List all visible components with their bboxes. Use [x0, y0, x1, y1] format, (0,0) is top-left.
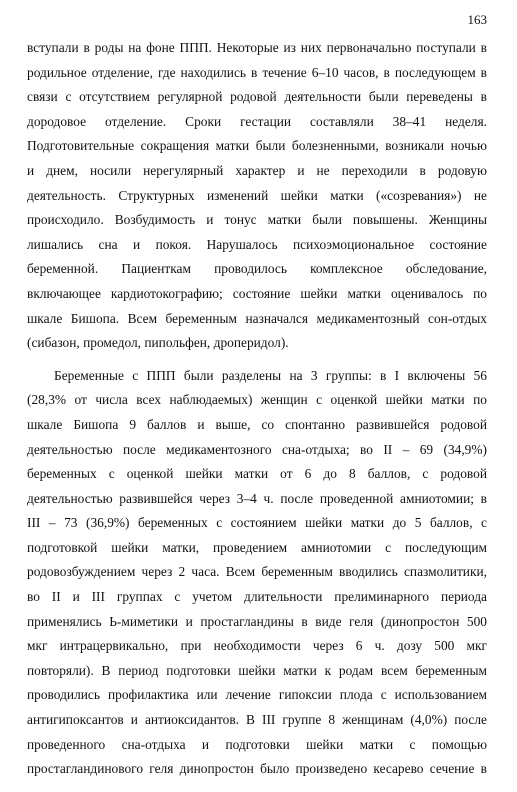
- text-line: дородовое отделение. Сроки гестации составляли 38–41 неделя.: [27, 113, 487, 129]
- text-line: Подготовительные сокращения матки были болезненными, возникали ночью: [27, 138, 487, 154]
- text-line: деятельностью развившейся через 3–4 ч. после проведенной амниотомии; в: [27, 490, 487, 506]
- text-line: происходило. Возбудимость и тонус матки были повышены. Женщины: [27, 212, 487, 228]
- text-line: и днем, носили нерегулярный характер и не переходили в родовую: [27, 162, 487, 178]
- text-line: беременных с оценкой шейки матки от 6 до 8 баллов, с родовой: [27, 466, 487, 482]
- text-line: шкале Бишопа 9 баллов и выше, со спонтанно развившейся родовой: [27, 416, 487, 432]
- text-line: проводились профилактика или лечение гипоксии плода с использованием: [27, 687, 487, 703]
- text-line: лишались сна и покоя. Нарушалось психоэмоциональное состояние: [27, 236, 487, 252]
- text-line: III – 73 (36,9%) беременных с состоянием шейки матки до 5 баллов, с: [27, 515, 487, 531]
- text-line: повторяли). В период подготовки шейки матки к родам всем беременным: [27, 662, 487, 678]
- text-line: вступали в роды на фоне ППП. Некоторые из них первоначально поступали в: [27, 40, 487, 55]
- text-line: деятельностью после медикаментозного сна-отдыха; во II – 69 (34,9%): [27, 441, 487, 457]
- text-line: антигипоксантов и антиоксидантов. В III группе 8 женщинам (4,0%) после: [27, 712, 487, 728]
- text-line: родовозбуждением через 2 часа. Всем беременным вводились спазмолитики,: [27, 564, 487, 580]
- paragraph-2: [27, 364, 487, 782]
- paragraph-gap: [27, 356, 487, 364]
- text-line: (сибазон, промедол, пипольфен, дроперидол).: [27, 335, 289, 351]
- text-line: подготовкой шейки матки, проведением амниотомии с последующим: [27, 539, 487, 555]
- text-line: во II и III группах с учетом длительности прелиминарного периода: [27, 589, 487, 605]
- text-line: родильное отделение, где находились в течение 6–10 часов, в последующем в: [27, 64, 487, 80]
- text-line: проведенного сна-отдыха и подготовки шейки матки с помощью: [27, 736, 487, 752]
- body-text: [27, 36, 487, 782]
- text-line: (28,3% от числа всех наблюдаемых) женщин с оценкой шейки матки по: [27, 392, 487, 408]
- text-line: деятельность. Структурных изменений шейки матки («созревания») не: [27, 187, 487, 203]
- text-line: беременной. Пациенткам проводилось комплексное обследование,: [27, 261, 487, 277]
- paragraph-1: [27, 36, 487, 356]
- text-line: мкг интрацервикально, при необходимости через 6 ч. дозу 500 мкг: [27, 638, 487, 654]
- text-line: применялись Ь-миметики и простагландины в виде геля (динопростон 500: [27, 613, 487, 629]
- page-number: 163: [467, 12, 487, 27]
- text-line: шкале Бишопа. Всем беременным назначался медикаментозный сон-отдых: [27, 310, 487, 326]
- text-line: связи с отсутствием регулярной родовой деятельности были переведены в: [27, 89, 487, 105]
- text-line: Беременные с ППП были разделены на 3 группы: в I включены 56: [54, 367, 487, 383]
- text-line: включающее кардиотокографию; состояние шейки матки оценивалось по: [27, 285, 487, 301]
- text-line: простагландинового геля динопростон было произведено кесарево сечение в: [27, 761, 487, 777]
